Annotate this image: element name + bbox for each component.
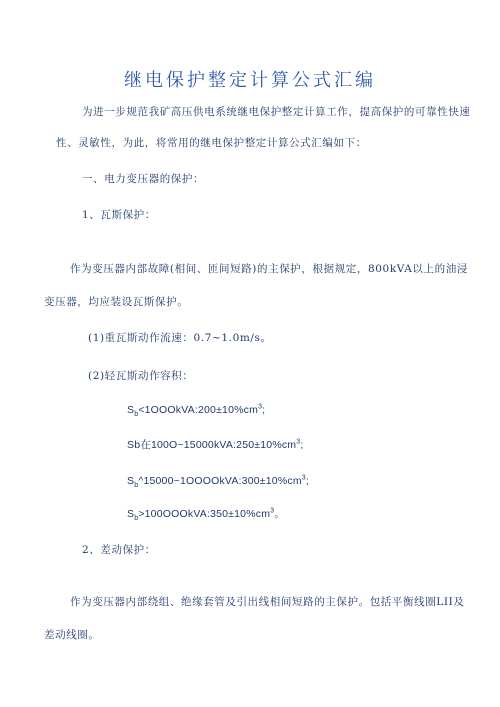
formula-1-superscript: 3 <box>258 403 263 411</box>
formula-3-end: ; <box>305 475 309 487</box>
differential-protection-paragraph-line-1: 作为变压器内部绕组、绝缘套管及引出线相间短路的主保护。包括平衡线圈LII及 <box>70 596 465 608</box>
intro-paragraph-line-1: 为进一步规范我矿高压供电系统继电保护整定计算工作，提高保护的可靠性快速 <box>82 106 471 118</box>
formula-line-1 <box>127 403 266 419</box>
formula-1-end: ; <box>262 404 266 416</box>
formula-line-3 <box>127 474 309 490</box>
section-heading-transformer-protection: 一、电力变压器的保护： <box>82 173 205 185</box>
document-title: 继电保护整定计算公式汇编 <box>124 70 376 91</box>
subsection-heading-gas-protection: 1、瓦斯保护： <box>82 209 156 221</box>
formula-line-2 <box>127 440 303 451</box>
differential-protection-paragraph-line-2: 差动线圈。 <box>44 629 100 641</box>
formula-line-4 <box>127 507 285 523</box>
light-gas-volume-heading: (2)轻瓦斯动作容积： <box>88 370 194 382</box>
formula-2-text: Sb在100O~15000kVA:250±10%cm <box>127 439 297 451</box>
formula-3-text: ^15000~1OOOOkVA:300±10%cm <box>138 475 302 487</box>
formula-4-subscript: b <box>134 515 139 523</box>
heavy-gas-flow-rate: (1)重瓦斯动作流速：0.7~1.0m/s。 <box>88 332 272 344</box>
formula-3-subscript: b <box>134 482 139 490</box>
formula-3-symbol: S <box>127 475 135 487</box>
formula-3-superscript: 3 <box>301 474 306 482</box>
formula-1-text: <1OOOkVA:200±10%cm <box>138 404 259 416</box>
gas-protection-paragraph-line-2: 变压器，均应装设瓦斯保护。 <box>44 296 189 308</box>
gas-protection-paragraph-line-1: 作为变压器内部故障(相间、匝间短路)的主保护，根据规定，800kVA以上的油浸 <box>70 263 468 275</box>
formula-2-superscript: 3 <box>296 438 301 446</box>
formula-4-superscript: 3 <box>270 507 275 515</box>
formula-1-subscript: b <box>134 411 139 419</box>
intro-paragraph-line-2: 性、灵敏性，为此，将常用的继电保护整定计算公式汇编如下： <box>56 137 367 149</box>
formula-4-end: 。 <box>274 508 285 520</box>
formula-4-symbol: S <box>127 508 135 520</box>
formula-4-text: >100OOOkVA:350±10%cm <box>138 508 271 520</box>
subsection-heading-differential-protection: 2、差动保护： <box>82 544 156 556</box>
formula-2-end: ; <box>300 439 304 451</box>
formula-1-symbol: S <box>127 404 135 416</box>
